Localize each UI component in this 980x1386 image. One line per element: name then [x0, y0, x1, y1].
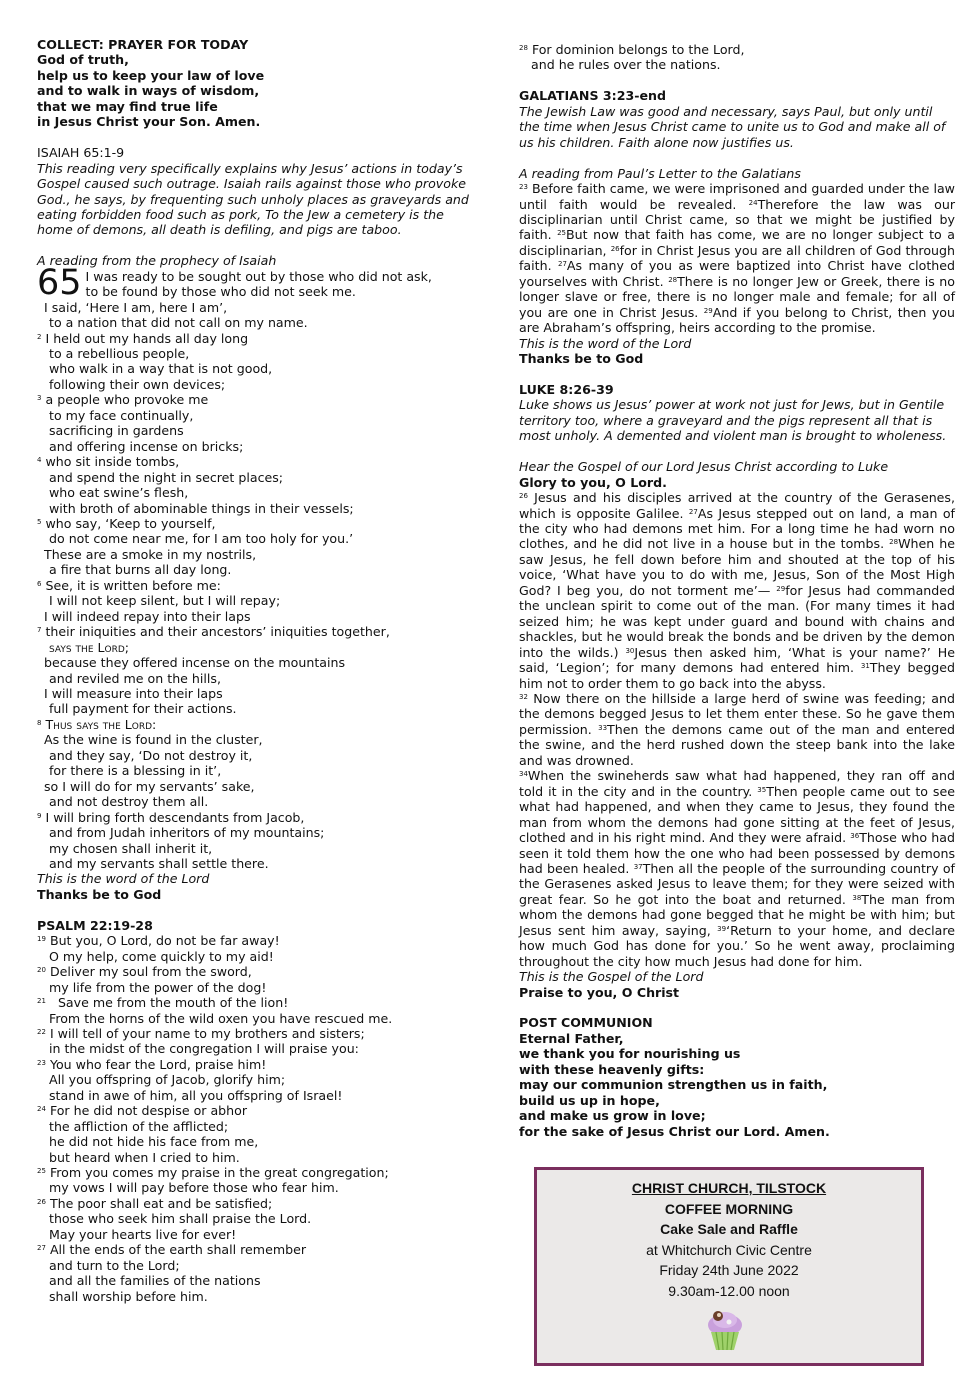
notice-date: Friday 24th June 2022: [659, 1262, 799, 1278]
psalm-section: PSALM 22:19-28 $^{19}$ But you, O Lord, do not be far away! O my help, come quickly to my aid! $^{20}$ Deliver my soul from the sword, my life from the power of the dog! $^{21}$ Save me from the mouth of the lion! From the horns of the wild oxen you have rescued me. $^{22}$ I will tell of your name to my brothers and sisters; in the midst of the congregation I will praise you: $^{23}$ You who fear the Lord, praise him! All you offspring of Jacob, glorify him; stand in awe of him, all you offspring of Israel! $^{24}$ For he did not despise or abhor the affliction of the afflicted; he did not hide his face from me, but heard when I cried to him. $^{25}$ From you comes my praise in the great congregation; my vows I will pay before those who fear him. $^{26}$ The poor shall eat and be satisfied; those who seek him shall praise the Lord. May your hearts live for ever! $^{27}$ All the ends of the earth shall remember and turn to the Lord; and all the families of the nations shall worship before him.: [37, 918, 475, 1304]
post-communion-section: POST COMMUNION Eternal Father, we thank you for nourishing us with these heavenly gifts: may our communion strengthen us in faith, build us up in hope, and make us grow in love; for the sake of Jesus Christ our Lord. Amen.: [519, 1015, 955, 1139]
isaiah-verse-1: 65 I was ready to be sought out by those who did not ask, to be found by those who did not seek me.: [37, 262, 432, 303]
isaiah-intro: This reading very specifically explains why Jesus’ actions in today’s Gospel caused such outrage. Isaiah rails against those who provoke God., he says, by frequenting such unholy places as graveyards and eating forbidden food such as pork, To the Jew a cemetery is the home of demons, all death is defiling, and pigs are taboo.: [37, 160, 469, 238]
galatians-response: Thanks be to God: [519, 351, 644, 367]
coffee-morning-notice: [534, 1167, 924, 1366]
luke-reading-intro: Hear the Gospel of our Lord Jesus Christ according to Luke: [519, 459, 889, 475]
isaiah-section: ISAIAH 65:1-9 This reading very specifically explains why Jesus’ actions in today’s Gospel caused such outrage. Isaiah rails against those who provoke God., he says, by frequenting such unholy places as graveyards and eating forbidden food such as pork, To the Jew a cemetery is the home of demons, all death is defiling, and pigs are taboo. A reading from the prophecy of Isaiah 65 I was ready to be sought out by those who did not ask, to be found by those who did not seek me. I said, ‘Here I am, here I am’, to a nation that did not call on my name. $^2$ I held out my hands all day long to a rebellious people, who walk in a way that is not good, following their own devices; $^3$ a people who provoke me to my face continually, sacrificing in gardens and offering incense on bricks; $^4$ who sit inside tombs, and spend the night in secret places; who eat swine’s flesh, with broth of abominable things in their vessels; $^5$ who say, ‘Keep to yourself, do not come near me, for I am too holy for you.’ These are a smoke in my nostrils, a fire that burns all day long. $^6$ See, it is written before me: I will not keep silent, but I will repay; I will indeed repay into their laps $^7$ their iniquities and their ancestors’ iniquities together, says the Lord; because they offered incense on the mountains and reviled me on the hills, I will measure into their laps full payment for their actions. $^8$ Thus says the Lord: As the wine is found in the cluster, and they say, ‘Do not destroy it, for there is a blessing in it’, so I will do for my servants’ sake, and not destroy them all. $^9$ I will bring forth descendants from Jacob, and from Judah inheritors of my mountains; my chosen shall inherit it, and my servants shall settle there. This is the word of the Lord Thanks be to God: [37, 145, 475, 902]
isaiah-closing: This is the word of the Lord: [37, 871, 210, 887]
luke-text: $^{26}$ Jesus and his disciples arrived at the country of the Gerasenes, which is opposite Galilee. $^{27}$As Jesus stepped out on land, a man of the city who had demons met him. For a long time he had worn no clothes, and he did not live in a house but in the tombs. $^{28}$When he saw Jesus, he fell down before him and shouted at the top of his voice, ‘What have you to do with me, Jesus, Son of the Most High God? I beg you, do not torment me’— $^{29}$for Jesus had commanded the unclean spirit to come out of the man. (For many times it had seized him; he was kept under guard and bound with chains and shackles, but he would break the bonds and be driven by the demon into the wilds.) $^{30}$Jesus then asked him, ‘What is your name?’ He said, ‘Legion’; for many demons had entered him. $^{31}$They begged him not to order them to go back into the abyss.: [519, 490, 956, 691]
notice-title: CHRIST CHURCH, TILSTOCK: [631, 1180, 827, 1196]
galatians-section: [519, 88, 955, 366]
psalm-continuation: $^{28}$ For dominion belongs to the Lord, and he rules over the nations.: [519, 42, 745, 73]
collect-line: help us to keep your law of love: [37, 67, 265, 83]
notice-time: 9.30am-12.00 noon: [668, 1282, 790, 1299]
collect-line: God of truth,: [37, 52, 129, 68]
collect-section: [37, 37, 475, 130]
isaiah-reading-intro: A reading from the prophecy of Isaiah: [37, 253, 277, 269]
galatians-text: $^{23}$ Before faith came, we were imprisoned and guarded under the law until faith would be revealed. $^{24}$Therefore the law was our disciplinarian until Christ came, so that we might be justified by faith. $^{25}$But now that faith has come, we are no longer subject to a disciplinarian, $^{26}$for in Christ Jesus you are all children of God through faith. $^{27}$As many of you as were baptized into Christ have clothed yourselves with Christ. $^{28}$There is no longer Jew or Greek, there is no longer slave or free, there is no longer male and female; for all of you are one in Christ Jesus. $^{29}$And if you belong to Christ, then you are Abraham’s offspring, heirs according to the promise.: [519, 181, 956, 336]
notice-venue: at Whitchurch Civic Centre: [646, 1241, 812, 1258]
luke-section: LUKE 8:26-39 Luke shows us Jesus’ power at work not just for Jews, but in Gentile territory too, where a graveyard and the pigs represent all that is most unholy. A demented and violent man is brought to wholeness. Hear the Gospel of our Lord Jesus Christ according to Luke Glory to you, O Lord. $^{26}$ Jesus and his disciples arrived at the country of the Gerasenes, which is opposite Galilee. $^{27}$As Jesus stepped out on land, a man of the city who had demons met him. For a long time he had worn no clothes, and he did not live in a house but in the tombs. $^{28}$When he saw Jesus, he fell down before him and shouted at the top of his voice, ‘What have you to do with me, Jesus, Son of the Most High God? I beg you, do not torment me’— $^{29}$for Jesus had commanded the unclean spirit to come out of the man. (For many times it had seized him; he was kept under guard and bound with chains and shackles, but he would break the bonds and be driven by the demon into the wilds.) $^{30}$Jesus then asked him, ‘What is your name?’ He said, ‘Legion’; for many demons had entered him. $^{31}$They begged him not to order them to go back into the abyss. $^{32}$ Now there on the hillside a large herd of swine was feeding; and the demons begged Jesus to let them enter these. So he gave them permission. $^{33}$Then the demons came out of the man and entered the swine, and the herd rushed down the steep bank into the lake and was drowned. $^{34}$When the swineherds saw what had happened, they ran off and told it in the city and in the country. $^{35}$Then people came out to see what had happened, and when they came to Jesus, they found the man from whom the demons had gone sitting at the feet of Jesus, clothed and in his right mind. And they were afraid. $^{36}$Those who had seen it told them how the one who had been possessed by demons had been healed. $^{37}$Then all the people of the surrounding country of the Gerasenes asked Jesus to leave them; for they were seized with great fear. So he got into the boat and returned. $^{38}$The man from whom the demons had gone begged that he might be with him; but Jesus sent him away, saying, $^{39}$‘Return to your home, and declare how much God has done for you.’ So he went away, proclaiming throughout the city how much Jesus had done for him. This is the Gospel of the Lord Praise to you, O Christ: [519, 381, 956, 1000]
galatians-closing: This is the word of the Lord: [519, 335, 692, 351]
cupcake-icon: [704, 1308, 746, 1352]
post-communion-heading: POST COMMUNION: [519, 1015, 653, 1031]
luke-heading: LUKE 8:26-39: [519, 381, 614, 397]
chapter-number: 65: [37, 262, 82, 303]
isaiah-heading: ISAIAH 65:1-9: [37, 145, 125, 161]
luke-acclamation: Glory to you, O Lord.: [519, 474, 667, 490]
notice-subtitle: Cake Sale and Raffle: [660, 1221, 798, 1237]
galatians-intro: The Jewish Law was good and necessary, says Paul, but only until the time when Jesus Christ came to unite us to God and make all of us his children. Faith alone now justifies us.: [519, 103, 946, 150]
collect-heading: COLLECT: PRAYER FOR TODAY: [37, 37, 249, 52]
galatians-reading-intro: A reading from Paul’s Letter to the Galatians: [519, 165, 801, 181]
psalm-heading: PSALM 22:19-28: [37, 917, 153, 933]
collect-line: that we may find true life: [37, 98, 218, 114]
luke-intro: Luke shows us Jesus’ power at work not just for Jews, but in Gentile territory too, where a graveyard and the pigs represent all that is most unholy. A demented and violent man is brought to wholeness.: [519, 397, 947, 444]
left-column: [37, 37, 475, 1320]
luke-response: Praise to you, O Christ: [519, 984, 680, 1000]
collect-line: in Jesus Christ your Son. Amen.: [37, 114, 261, 130]
notice-event: COFFEE MORNING: [664, 1200, 794, 1217]
right-column: [519, 42, 955, 1155]
isaiah-response: Thanks be to God: [37, 886, 162, 902]
galatians-heading: GALATIANS 3:23-end: [519, 88, 666, 104]
luke-closing: This is the Gospel of the Lord: [519, 969, 704, 985]
collect-line: and to walk in ways of wisdom,: [37, 83, 260, 99]
